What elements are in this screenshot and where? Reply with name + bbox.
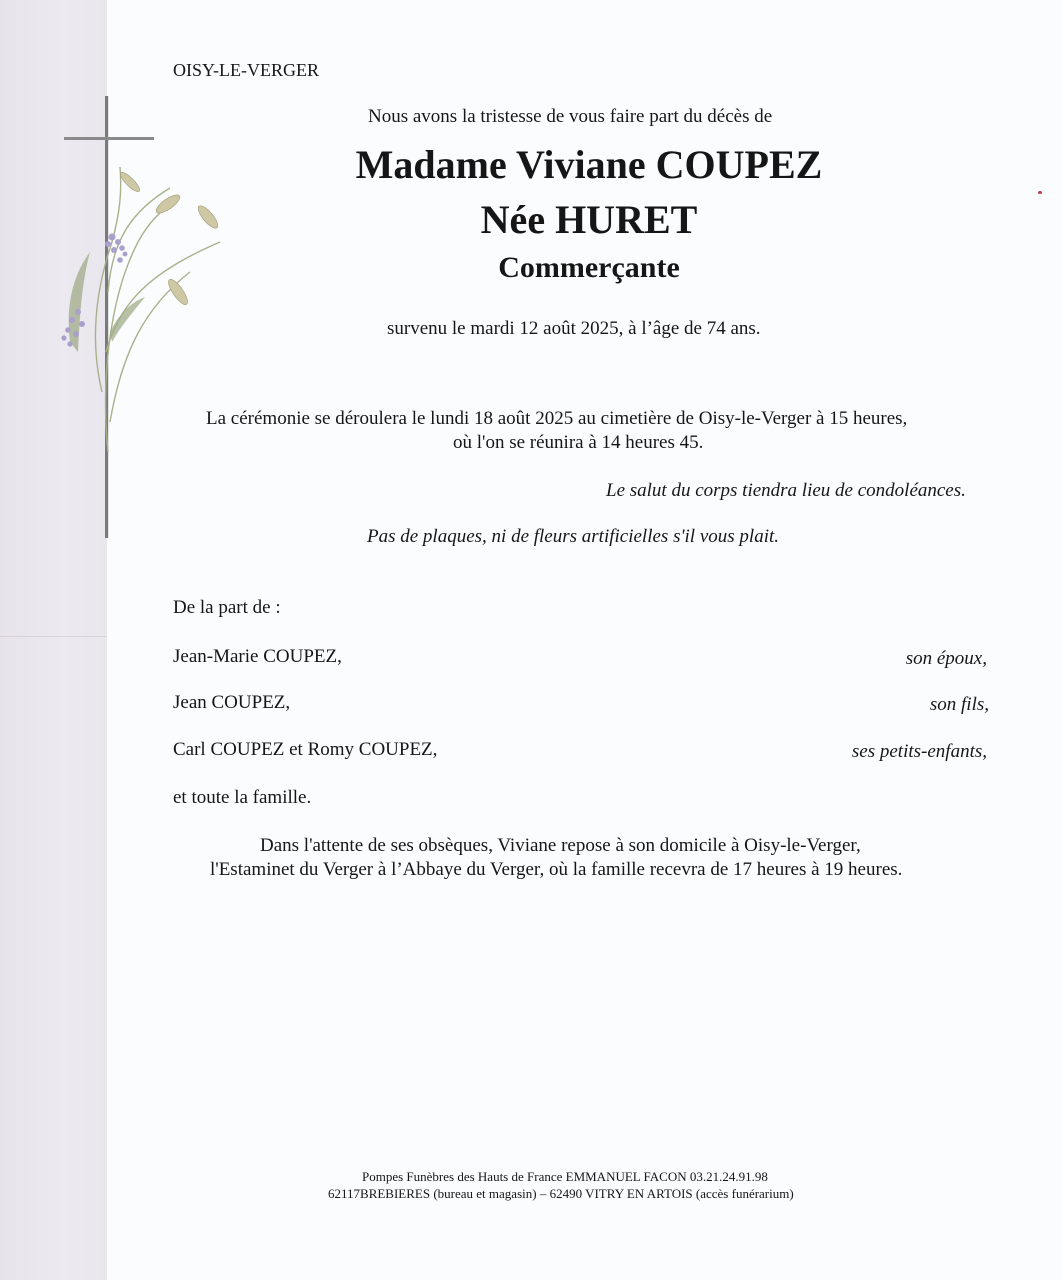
print-speck [1038,191,1042,194]
funeral-home-line-2: 62117BREBIERES (bureau et magasin) – 62490 VITRY EN ARTOIS (accès funérarium) [328,1186,794,1201]
repose-line-1: Dans l'attente de ses obsèques, Viviane repose à son domicile à Oisy-le-Verger, [260,835,861,856]
salut-du-corps-note: Le salut du corps tiendra lieu de condoléances. [606,480,966,501]
family-member-name: Jean COUPEZ, [173,692,291,713]
cross-and-wheat-illustration [50,92,250,542]
family-closing: et toute la famille. [173,787,312,808]
profession: Commerçante [498,251,680,284]
ceremony-line-1: La cérémonie se déroulera le lundi 18 août 2025 au cimetière de Oisy-le-Verger à 15 heures, [206,408,908,429]
maiden-name: Née HURET [480,197,698,242]
family-member-relation: son fils, [929,694,989,715]
place-heading: OISY-LE-VERGER [173,60,319,80]
funeral-home-line-1: Pompes Funèbres des Hauts de France EMMANUEL FACON 03.21.24.91.98 [362,1169,768,1184]
ceremony-line-2: où l'on se réunira à 14 heures 45. [453,432,704,453]
wheat-ear-icon [118,170,221,307]
no-plaques-note: Pas de plaques, ni de fleurs artificielles s'il vous plait. [367,526,779,547]
family-member-relation: son époux, [905,648,987,669]
intro-text: Nous avons la tristesse de vous faire part du décès de [368,106,773,127]
family-member-relation: ses petits-enfants, [851,741,987,762]
deceased-name: Madame Viviane COUPEZ [355,142,823,187]
repose-line-2: l'Estaminet du Verger à l’Abbaye du Verger, où la famille recevra de 17 heures à 19 heures. [210,859,903,880]
family-member-name: Jean-Marie COUPEZ, [173,646,342,667]
family-member-name: Carl COUPEZ et Romy COUPEZ, [173,739,438,760]
death-date-line: survenu le mardi 12 août 2025, à l’âge de 74 ans. [387,318,761,339]
fold-line [0,636,107,637]
family-intro: De la part de : [173,597,281,618]
